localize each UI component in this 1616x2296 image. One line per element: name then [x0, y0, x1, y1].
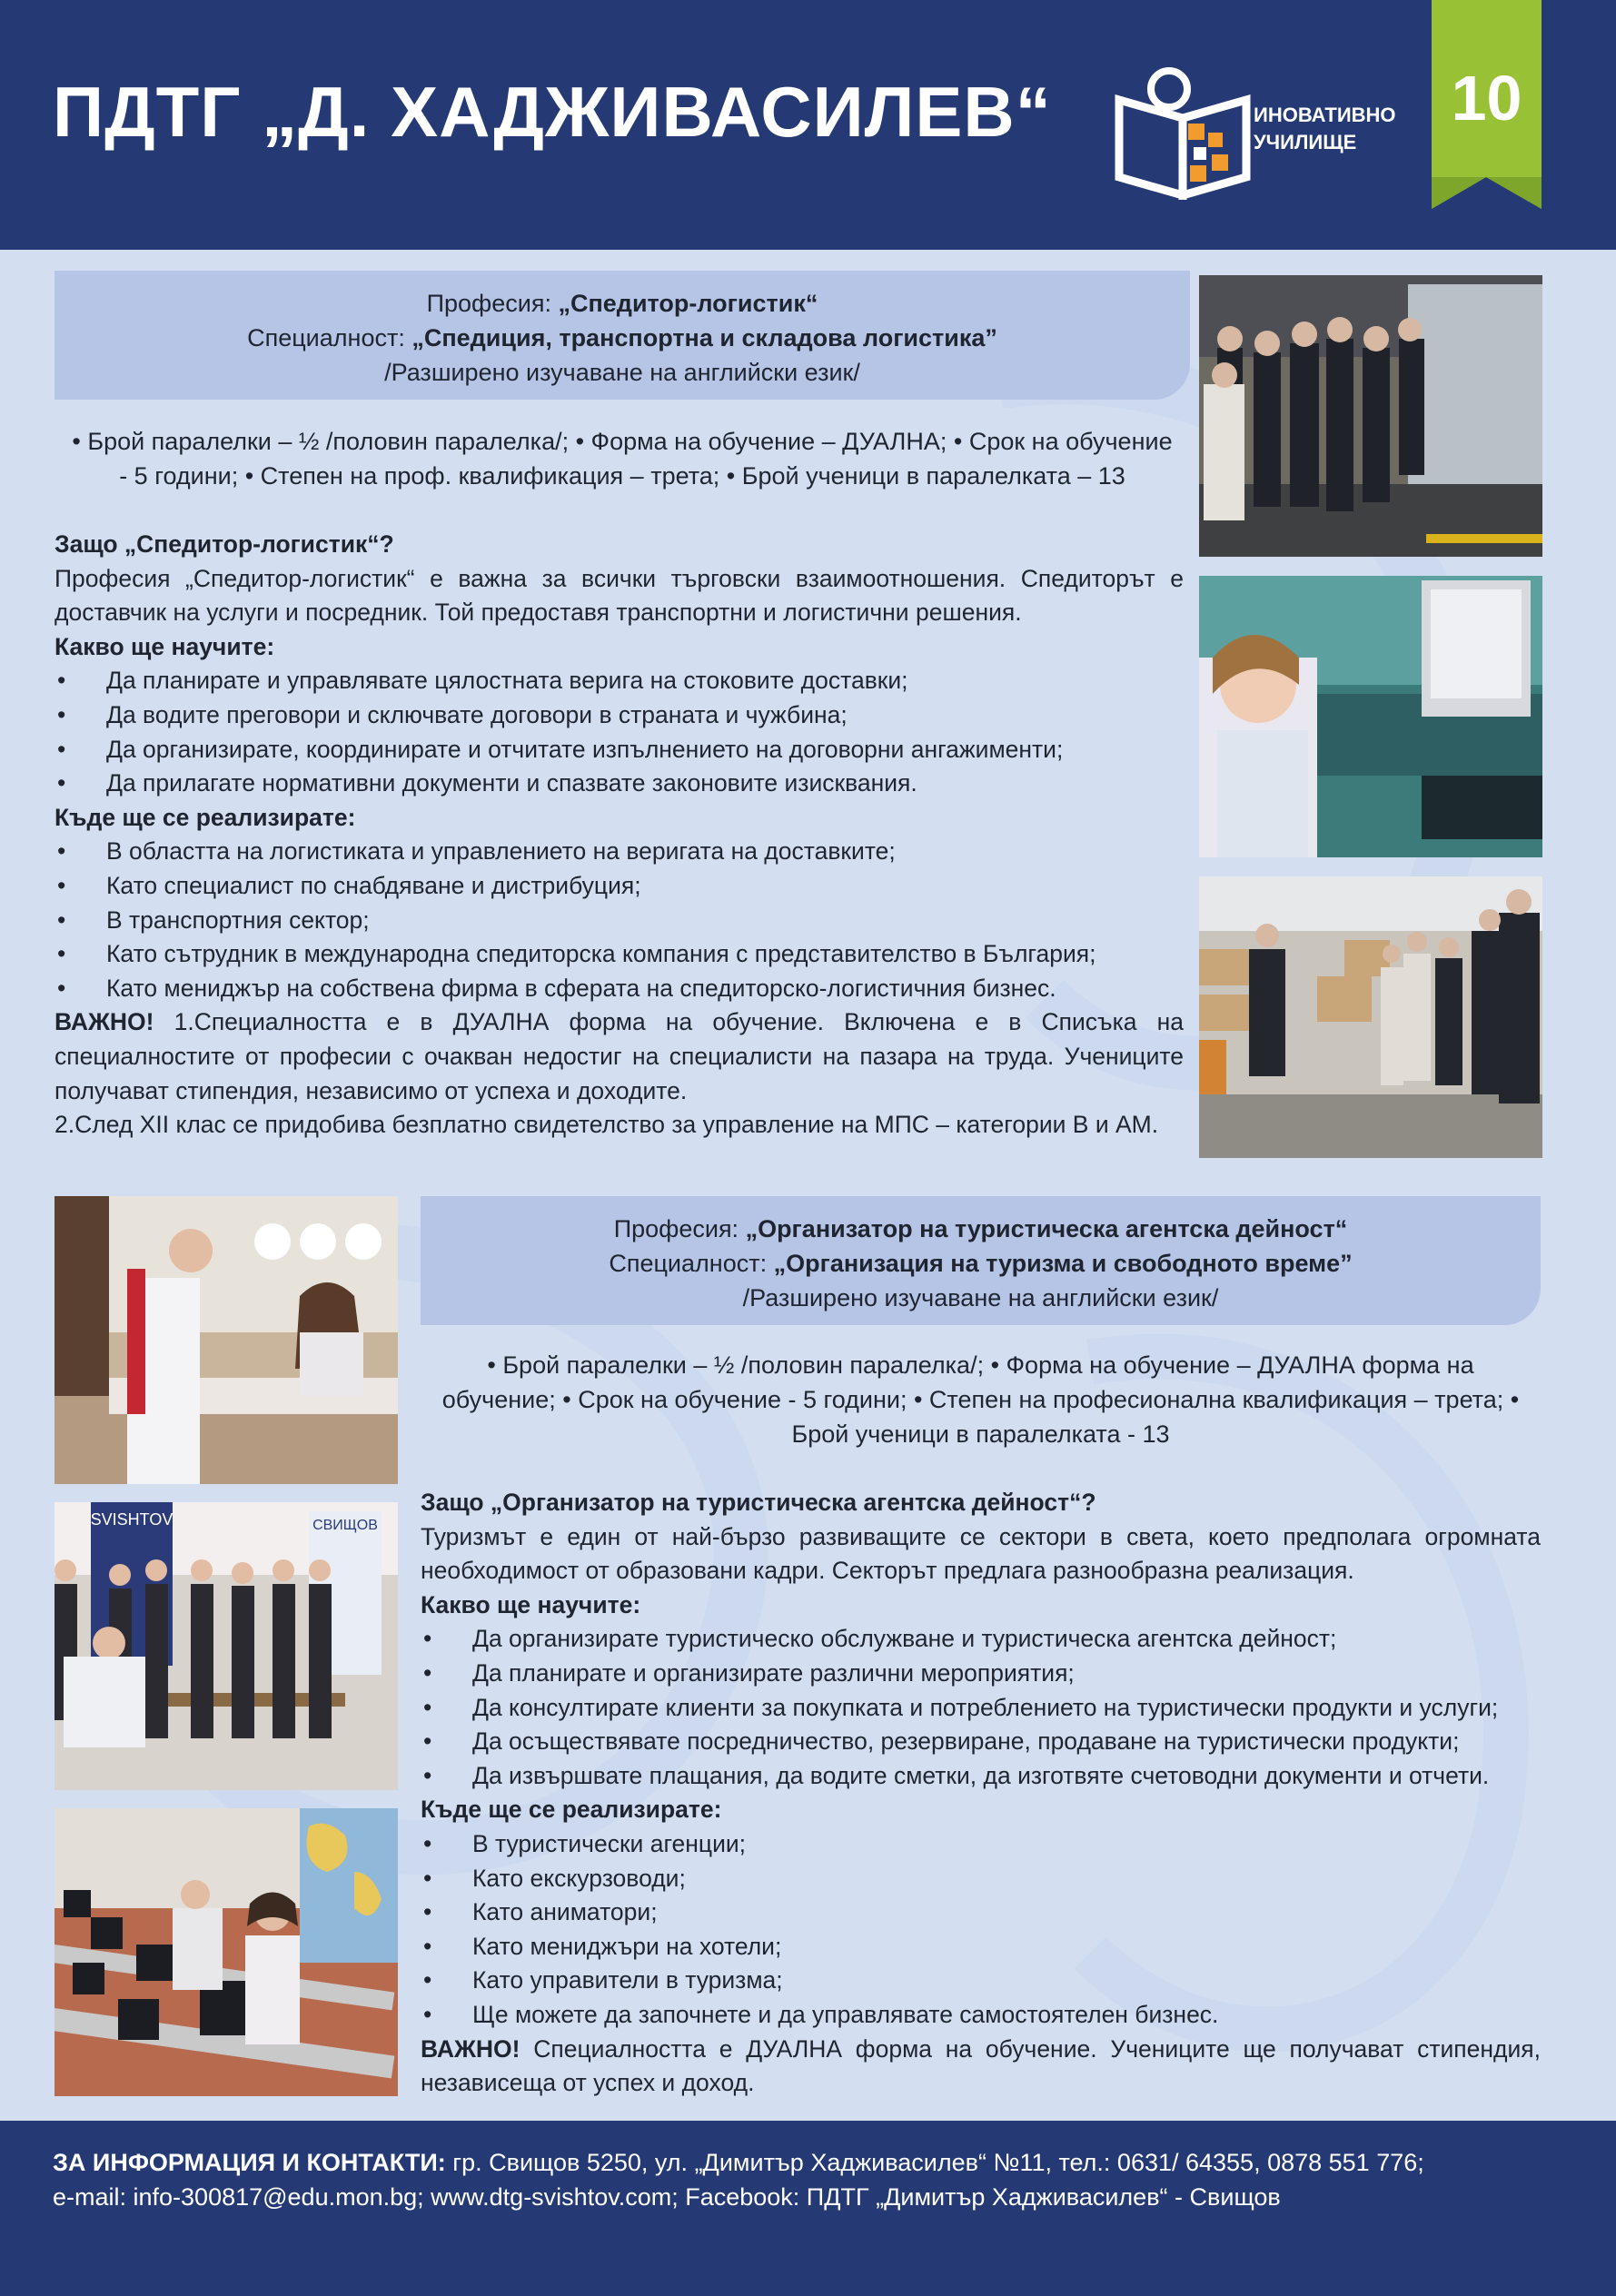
- learn-heading: Какво ще научите:: [55, 632, 275, 660]
- photo-tourism-expo: [55, 1502, 398, 1790]
- list-item: • Като мениджъри на хотели;: [421, 1930, 1541, 1964]
- extra-line: /Разширено изучаване на английски език/: [742, 1284, 1219, 1311]
- learn-list: [421, 1622, 1541, 1793]
- list-item: • Като екскурзоводи;: [421, 1862, 1541, 1896]
- photo-computer-office: [1199, 576, 1542, 857]
- why-text: Туризмът е един от най-бързо развиващите се сектори в света, което предполага огромната необходимост от образовани кадри. Секторът предлага разнообразна реализация.: [421, 1522, 1541, 1585]
- info-summary-tourism: • Брой паралелки – ½ /половин паралелка/; • Форма на обучение – ДУАЛНА форма на обучение; • Срок на обучение - 5 години; • Степен на професионална квалификация – трета; • Брой ученици в паралелката - 13: [441, 1351, 1520, 1448]
- extra-line: /Разширено изучаване на английски език/: [384, 359, 860, 386]
- learn-heading: Какво ще научите:: [421, 1590, 641, 1618]
- photo-computer-classroom: [55, 1808, 398, 2096]
- career-list: [421, 1827, 1541, 2033]
- list-item: • В транспортния сектор;: [55, 904, 1184, 938]
- career-list: [55, 835, 1184, 1005]
- list-item: • Като мениджър на собствена фирма в сферата на спедиторско-логистичния бизнес.: [55, 972, 1184, 1006]
- learn-list: [55, 664, 1184, 800]
- contact-line-1: ЗА ИНФОРМАЦИЯ И КОНТАКТИ: гр. Свищов 5250, ул. „Димитър Хадживасилев“ №11, тел.: 0631/ 64355, 0878 551 776;: [53, 2149, 1424, 2176]
- list-item: • Да организирате, координирате и отчитате изпълнението на договорни ангажименти;: [55, 733, 1184, 767]
- important-note-2: 2.След XII клас се придобива безплатно свидетелство за управление на МПС – категории B и AM.: [55, 1111, 1159, 1139]
- list-item: • Да планирате и организирате различни мероприятия;: [421, 1657, 1541, 1691]
- profession-box-tourism: [421, 1196, 1541, 1325]
- list-item: • В туристически агенции;: [421, 1827, 1541, 1862]
- tourism-details: [421, 1486, 1541, 2101]
- list-item: • Като управители в туризма;: [421, 1964, 1541, 1998]
- logo-text: [1254, 102, 1396, 156]
- specialty-line: Специалност: „Спедиция, транспортна и складова логистика”: [247, 324, 997, 351]
- list-item: • Да организирате туристическо обслужване и туристическа агентска дейност;: [421, 1622, 1541, 1657]
- photo-hotel-reception: [55, 1196, 398, 1484]
- list-item: • Да извършвате плащания, да водите сметки, да изготвяте счетоводни документи и отчети.: [421, 1759, 1541, 1794]
- contact-line-2: e-mail: info-300817@edu.mon.bg; www.dtg-svishtov.com; Facebook: ПДТГ „Димитър Хадживасилев“ - Свищов: [53, 2183, 1281, 2211]
- forwarder-details: [55, 528, 1184, 1143]
- contact-info: [53, 2145, 1424, 2214]
- why-heading: Защо „Организатор на туристическа агентска дейност“?: [421, 1489, 1096, 1516]
- profession-line: Професия: „Организатор на туристическа агентска дейност“: [613, 1215, 1348, 1242]
- list-item: • В областта на логистиката и управлението на веригата на доставките;: [55, 835, 1184, 869]
- page-number: 10: [1451, 63, 1522, 134]
- profession-line: Професия: „Спедитор-логистик“: [426, 290, 818, 317]
- list-item: • Като специалист по снабдяване и дистрибуция;: [55, 869, 1184, 904]
- list-item: • Ще можете да започнете и да управлявате самостоятелен бизнес.: [421, 1998, 1541, 2033]
- list-item: • Да прилагате нормативни документи и спазвате законовите изисквания.: [55, 767, 1184, 801]
- career-heading: Къде ще се реализирате:: [55, 803, 356, 831]
- logo-text-line1: ИНОВАТИВНО: [1254, 104, 1396, 126]
- list-item: • Да планирате и управлявате цялостната верига на стоковите доставки;: [55, 664, 1184, 698]
- expo-banner-text-2: СВИЩОВ: [312, 1518, 378, 1533]
- photo-logistics-warehouse: [1199, 876, 1542, 1158]
- specialty-line: Специалност: „Организация на туризма и свободното време”: [609, 1250, 1353, 1277]
- important-note: ВАЖНО! Специалността е ДУАЛНА форма на обучение. Учениците ще получават стипендия, независеща от успех и доход.: [421, 2034, 1541, 2097]
- why-text: Професия „Спедитор-логистик“ е важна за всички търговски взаимоотношения. Спедиторът е доставчик на услуги и посредник. Той предоставя транспортни и логистични решения.: [55, 564, 1184, 627]
- list-item: • Да осъществявате посредничество, резервиране, продаване на туристически продукти;: [421, 1725, 1541, 1759]
- photo-warehouse-visit: [1199, 275, 1542, 557]
- list-item: • Като сътрудник в международна спедиторска компания с представителство в България;: [55, 937, 1184, 972]
- career-heading: Къде ще се реализирате:: [421, 1796, 722, 1824]
- logo-text-line2: УЧИЛИЩЕ: [1254, 131, 1357, 153]
- profession-box-forwarder: [55, 271, 1190, 400]
- innovative-school-logo-icon: [1110, 64, 1255, 200]
- list-item: • Да консултирате клиенти за покупката и потреблението на туристически продукти и услуги;: [421, 1691, 1541, 1726]
- list-item: • Като аниматори;: [421, 1895, 1541, 1930]
- important-note: ВАЖНО! 1.Специалността е в ДУАЛНА форма на обучение. Включена е в Списъка на специалностите от професии с очакван недостиг на специалисти на пазара на труда. Учениците получават стипендия, независимо от успеха и доходите.: [55, 1008, 1184, 1104]
- school-title: ПДТГ „Д. ХАДЖИВАСИЛЕВ“: [53, 72, 1052, 152]
- why-heading: Защо „Спедитор-логистик“?: [55, 530, 394, 558]
- info-summary-forwarder: • Брой паралелки – ½ /половин паралелка/; • Форма на обучение – ДУАЛНА; • Срок на обучение - 5 години; • Степен на проф. квалификация – трета; • Брой ученици в паралелката – 13: [72, 428, 1173, 490]
- expo-banner-text: SVISHTOV: [90, 1510, 173, 1529]
- list-item: • Да водите преговори и сключвате договори в страната и чужбина;: [55, 698, 1184, 733]
